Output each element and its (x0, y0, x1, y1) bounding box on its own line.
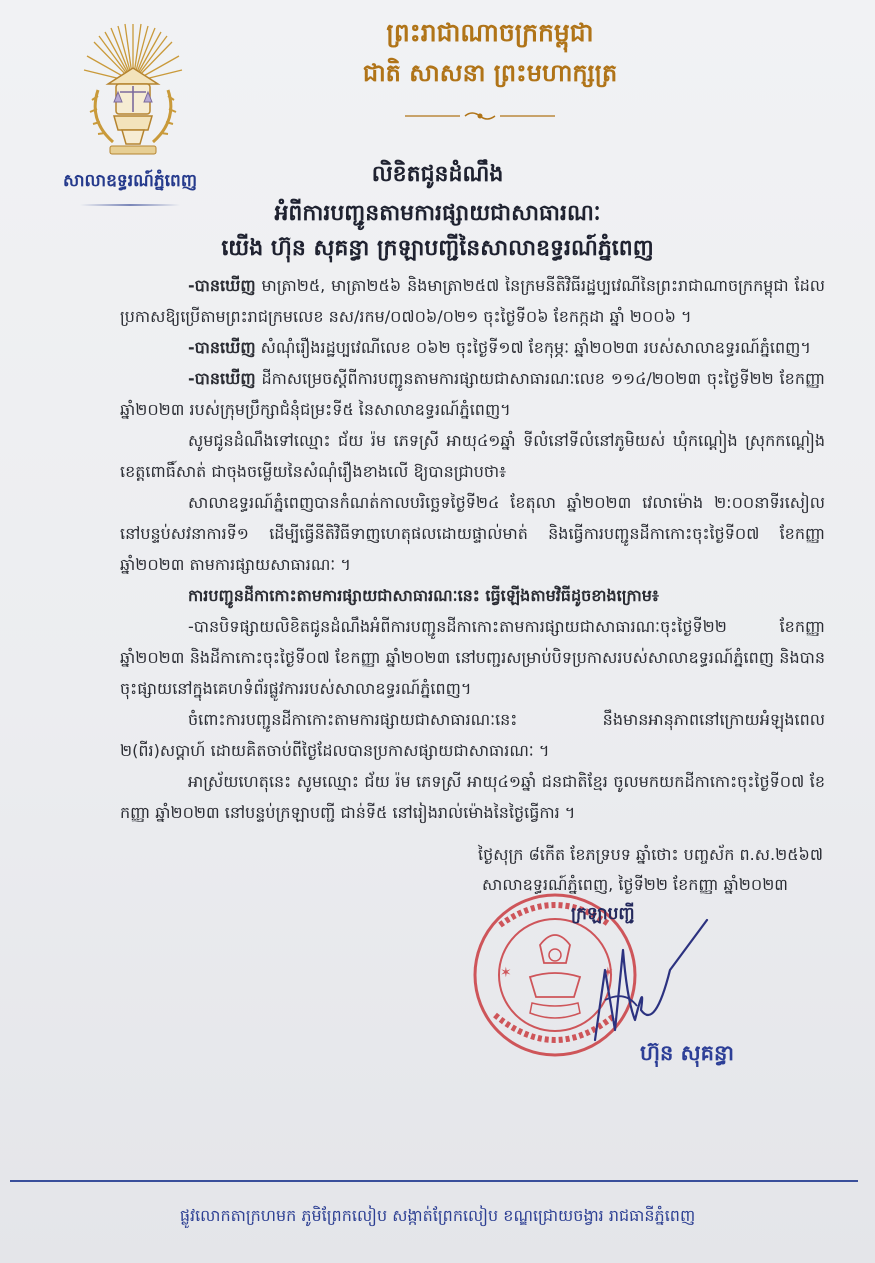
paragraph-seen-1 (120, 270, 825, 332)
paragraph-request: អាស្រ័យហេតុនេះ សូមឈ្មោះ ជ័យ រ៉ម ភេទស្រី អាយុ៤១ឆ្នាំ ជនជាតិខ្មែរ ចូលមកយកដីកាកោះចុះថ្ងៃទី០៧ ខែកញ្ញា ឆ្នាំ២០២៣ នៅបន្ទប់ក្រឡាបញ្ជី ជាន់ទី៥ នៅរៀងរាល់ម៉ោងនៃថ្ងៃធ្វើការ ។ (120, 772, 825, 822)
paragraph-posting: -បានបិទផ្សាយលិខិតជូនដំណឹងអំពីការបញ្ជូនដីកាកោះតាមការផ្សាយជាសាធារណៈចុះថ្ងៃទី២២ ខែកញ្ញា ឆ្នាំ២០២៣ និងដីកាកោះចុះថ្ងៃទី០៧ ខែកញ្ញា ឆ្នាំ២០២៣ នៅបញ្ជរសម្រាប់បិទប្រកាសរបស់សាលាឧទ្ធរណ៍ភ្នំពេញ និងបានចុះផ្សាយនៅក្នុងគេហទំព័រផ្លូវការរបស់សាលាឧទ្ធរណ៍ភ្នំពេញ។ (120, 617, 825, 698)
signer-name: ហ៊ុន សុគន្ធា (640, 1041, 734, 1065)
handwritten-signature-icon (575, 910, 725, 1050)
court-emblem-icon (78, 20, 188, 170)
document-body (120, 270, 825, 828)
seen-label: -បានឃើញ (188, 338, 256, 357)
seen-label: -បានឃើញ (188, 276, 256, 295)
paragraph-text: ដីកាសម្រេចស្ដីពីការបញ្ជូនតាមការផ្សាយជាសាធារណៈលេខ ១១៤/២០២៣ ចុះថ្ងៃទី២២ ខែកញ្ញា ឆ្នាំ២០២៣ របស់ក្រុមប្រឹក្សាជំនុំជម្រះទី៥ នៃសាលាឧទ្ធរណ៍ភ្នំពេញ។ (120, 369, 825, 419)
seen-label: -បានឃើញ (188, 369, 256, 388)
svg-text:✶: ✶ (500, 965, 512, 981)
footer-address: ផ្លូវលោកតាក្រហមក ភូមិព្រែកលៀប សង្កាត់ព្រែកលៀប ខណ្ឌជ្រោយចង្វារ រាជធានីភ្នំពេញ (179, 1206, 696, 1225)
lunar-date: ថ្ងៃសុក្រ ៨កើត ខែភទ្របទ ឆ្នាំថោះ បញ្ចស័ក ព.ស.២៥៦៧ (478, 845, 823, 864)
issuer-line: យើង ហ៊ុន សុគន្ធា ក្រឡាបញ្ជីនៃសាលាឧទ្ធរណ៍ភ្នំពេញ (221, 236, 654, 261)
signer-title: ក្រឡាបញ្ជី (571, 904, 635, 924)
ornament-divider-icon (405, 110, 555, 122)
paragraph-hearing: សាលាឧទ្ធរណ៍ភ្នំពេញបានកំណត់កាលបរិច្ឆេទថ្ងៃទី២៤ ខែតុលា ឆ្នាំ២០២៣ វេលាម៉ោង ២:០០នាទីរសៀល នៅបន្ទប់សវនាការទី១ ដើម្បីធ្វើនីតិវិធីទាញហេតុផលដោយផ្ទាល់មាត់ និងធ្វើការបញ្ជូនដីកាកោះចុះថ្ងៃទី០៧ ខែកញ្ញា ឆ្នាំ២០២៣ តាមការផ្សាយសាធារណៈ ។ (120, 493, 825, 574)
national-motto: ជាតិ សាសនា ព្រះមហាក្សត្រ (362, 59, 618, 87)
paragraph-text: សំណុំរឿងរដ្ឋប្បវេណីលេខ ០៦២ ចុះថ្ងៃទី១៧ ខែកុម្ភៈ ឆ្នាំ២០២៣ របស់សាលាឧទ្ធរណ៍ភ្នំពេញ។ (255, 338, 811, 357)
paragraph-effect: ចំពោះការបញ្ជូនដីកាកោះតាមការផ្សាយជាសាធារណៈនេះ នឹងមានអានុភាពនៅក្រោយអំឡុងពេល ២(ពីរ)សប្ដាហ៍ ដោយគិតចាប់ពីថ្ងៃដែលបានប្រកាសផ្សាយជាសាធារណៈ ។ (120, 710, 825, 760)
method-heading: ការបញ្ជូនដីកាកោះតាមការផ្សាយជាសាធារណៈនេះ ធ្វើឡើងតាមវិធីដូចខាងក្រោម៖ (188, 586, 659, 605)
paragraph-notice: សូមជូនដំណឹងទៅឈ្មោះ ជ័យ រ៉ម ភេទស្រី អាយុ៤១ឆ្នាំ ទីលំនៅទីលំនៅភូមិយស់ ឃុំកណ្ដៀង ស្រុកកណ្ដៀង ខេត្តពោធិ៍សាត់ ជាចុងចម្លើយនៃសំណុំរឿងខាងលើ ឱ្យបានជ្រាបថា៖ (120, 431, 825, 481)
footer-divider (10, 1180, 858, 1182)
paragraph-text: មាត្រា២៥, មាត្រា២៥៦ និងមាត្រា២៥៧ នៃក្រមនីតិវិធីរដ្ឋប្បវេណីនៃព្រះរាជាណាចក្រកម្ពុជា ដែលប្រកាសឱ្យប្រើតាមព្រះរាជក្រមលេខ នស/រកម/០៧០៦/០២១ ចុះថ្ងៃទី០៦ ខែកក្កដា ឆ្នាំ ២០០៦ ។ (120, 276, 825, 326)
kingdom-title: ព្រះរាជាណាចក្រកម្ពុជា (386, 18, 594, 47)
svg-text:✶: ✶ (602, 965, 614, 981)
document-title: លិខិតជូនដំណឹង (371, 162, 504, 187)
paragraph-seen-3 (120, 363, 825, 425)
paragraph-seen-2 (120, 332, 825, 363)
place-and-date: សាលាឧទ្ធរណ៍ភ្នំពេញ, ថ្ងៃទី២២ ខែកញ្ញា ឆ្នាំ២០២៣ (482, 875, 788, 894)
court-name: សាលាឧទ្ធរណ៍ភ្នំពេញ (62, 171, 198, 191)
document-subtitle: អំពីការបញ្ជូនតាមការផ្សាយជាសាធារណៈ (274, 201, 601, 226)
